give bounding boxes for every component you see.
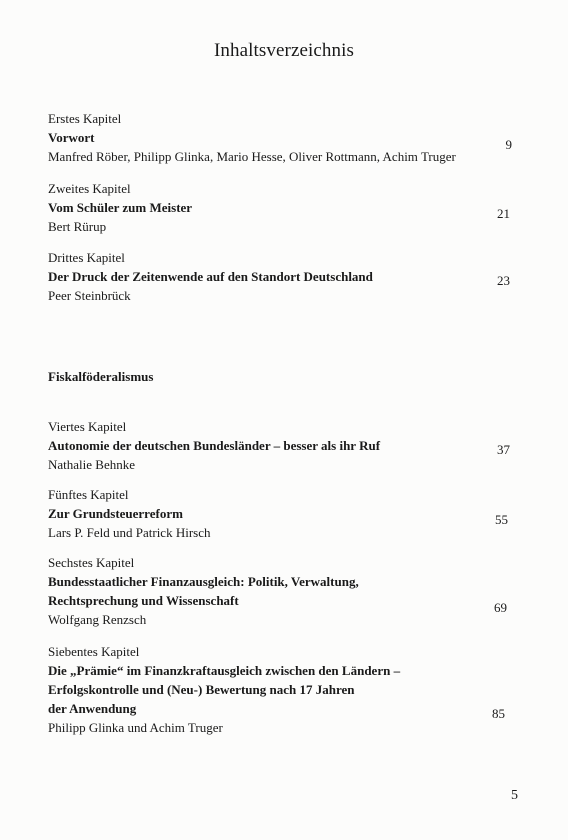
footer-page-number: 5: [511, 788, 518, 803]
chapter-page-number: 37: [497, 442, 510, 457]
chapter-page-number: 85: [492, 706, 505, 721]
chapter-page-number: 23: [497, 273, 510, 288]
chapter-title: Erfolgskontrolle und (Neu-) Bewertung nach 17 Jahren: [48, 682, 355, 697]
chapter-label: Viertes Kapitel: [48, 419, 127, 434]
chapter-title: Vom Schüler zum Meister: [48, 200, 193, 215]
toc-entry-chapter-5[interactable]: [48, 485, 468, 542]
chapter-author: Bert Rürup: [48, 219, 107, 234]
chapter-title: Rechtsprechung und Wissenschaft: [48, 593, 239, 608]
chapter-page-number: 21: [497, 206, 510, 221]
chapter-label: Erstes Kapitel: [48, 111, 122, 126]
chapter-page-number: 69: [494, 600, 507, 615]
chapter-title: Der Druck der Zeitenwende auf den Standort Deutschland: [48, 269, 373, 284]
toc-entry-chapter-7[interactable]: [48, 642, 468, 737]
chapter-title: Zur Grundsteuerreform: [48, 506, 183, 521]
toc-entry-chapter-6[interactable]: [48, 553, 468, 629]
chapter-title: Autonomie der deutschen Bundesländer – besser als ihr Ruf: [48, 438, 381, 453]
chapter-page-number: 55: [495, 512, 508, 527]
chapter-title: Bundesstaatlicher Finanzausgleich: Politik, Verwaltung,: [48, 574, 359, 589]
toc-entry-chapter-4[interactable]: [48, 417, 468, 474]
chapter-author: Lars P. Feld und Patrick Hirsch: [48, 525, 211, 540]
chapter-author: Peer Steinbrück: [48, 288, 131, 303]
chapter-title: Die „Prämie“ im Finanzkraftausgleich zwischen den Ländern –: [48, 663, 401, 678]
page-title: Inhaltsverzeichnis: [213, 40, 355, 61]
toc-entry-chapter-2[interactable]: [48, 179, 468, 236]
chapter-label: Drittes Kapitel: [48, 250, 125, 265]
chapter-title: Vorwort: [48, 130, 95, 145]
toc-entry-chapter-1[interactable]: [48, 109, 468, 166]
toc-entry-chapter-3[interactable]: [48, 248, 468, 305]
chapter-author: Nathalie Behnke: [48, 457, 135, 472]
chapter-author: Manfred Röber, Philipp Glinka, Mario Hesse, Oliver Rottmann, Achim Truger: [48, 149, 456, 164]
chapter-label: Sechstes Kapitel: [48, 555, 135, 570]
chapter-label: Fünftes Kapitel: [48, 487, 129, 502]
chapter-author: Philipp Glinka und Achim Truger: [48, 720, 223, 735]
chapter-author: Wolfgang Renzsch: [48, 612, 147, 627]
chapter-page-number: 9: [505, 137, 512, 152]
section-heading: Fiskalföderalismus: [48, 369, 154, 384]
chapter-title: der Anwendung: [48, 701, 137, 716]
chapter-label: Siebentes Kapitel: [48, 644, 140, 659]
chapter-label: Zweites Kapitel: [48, 181, 131, 196]
